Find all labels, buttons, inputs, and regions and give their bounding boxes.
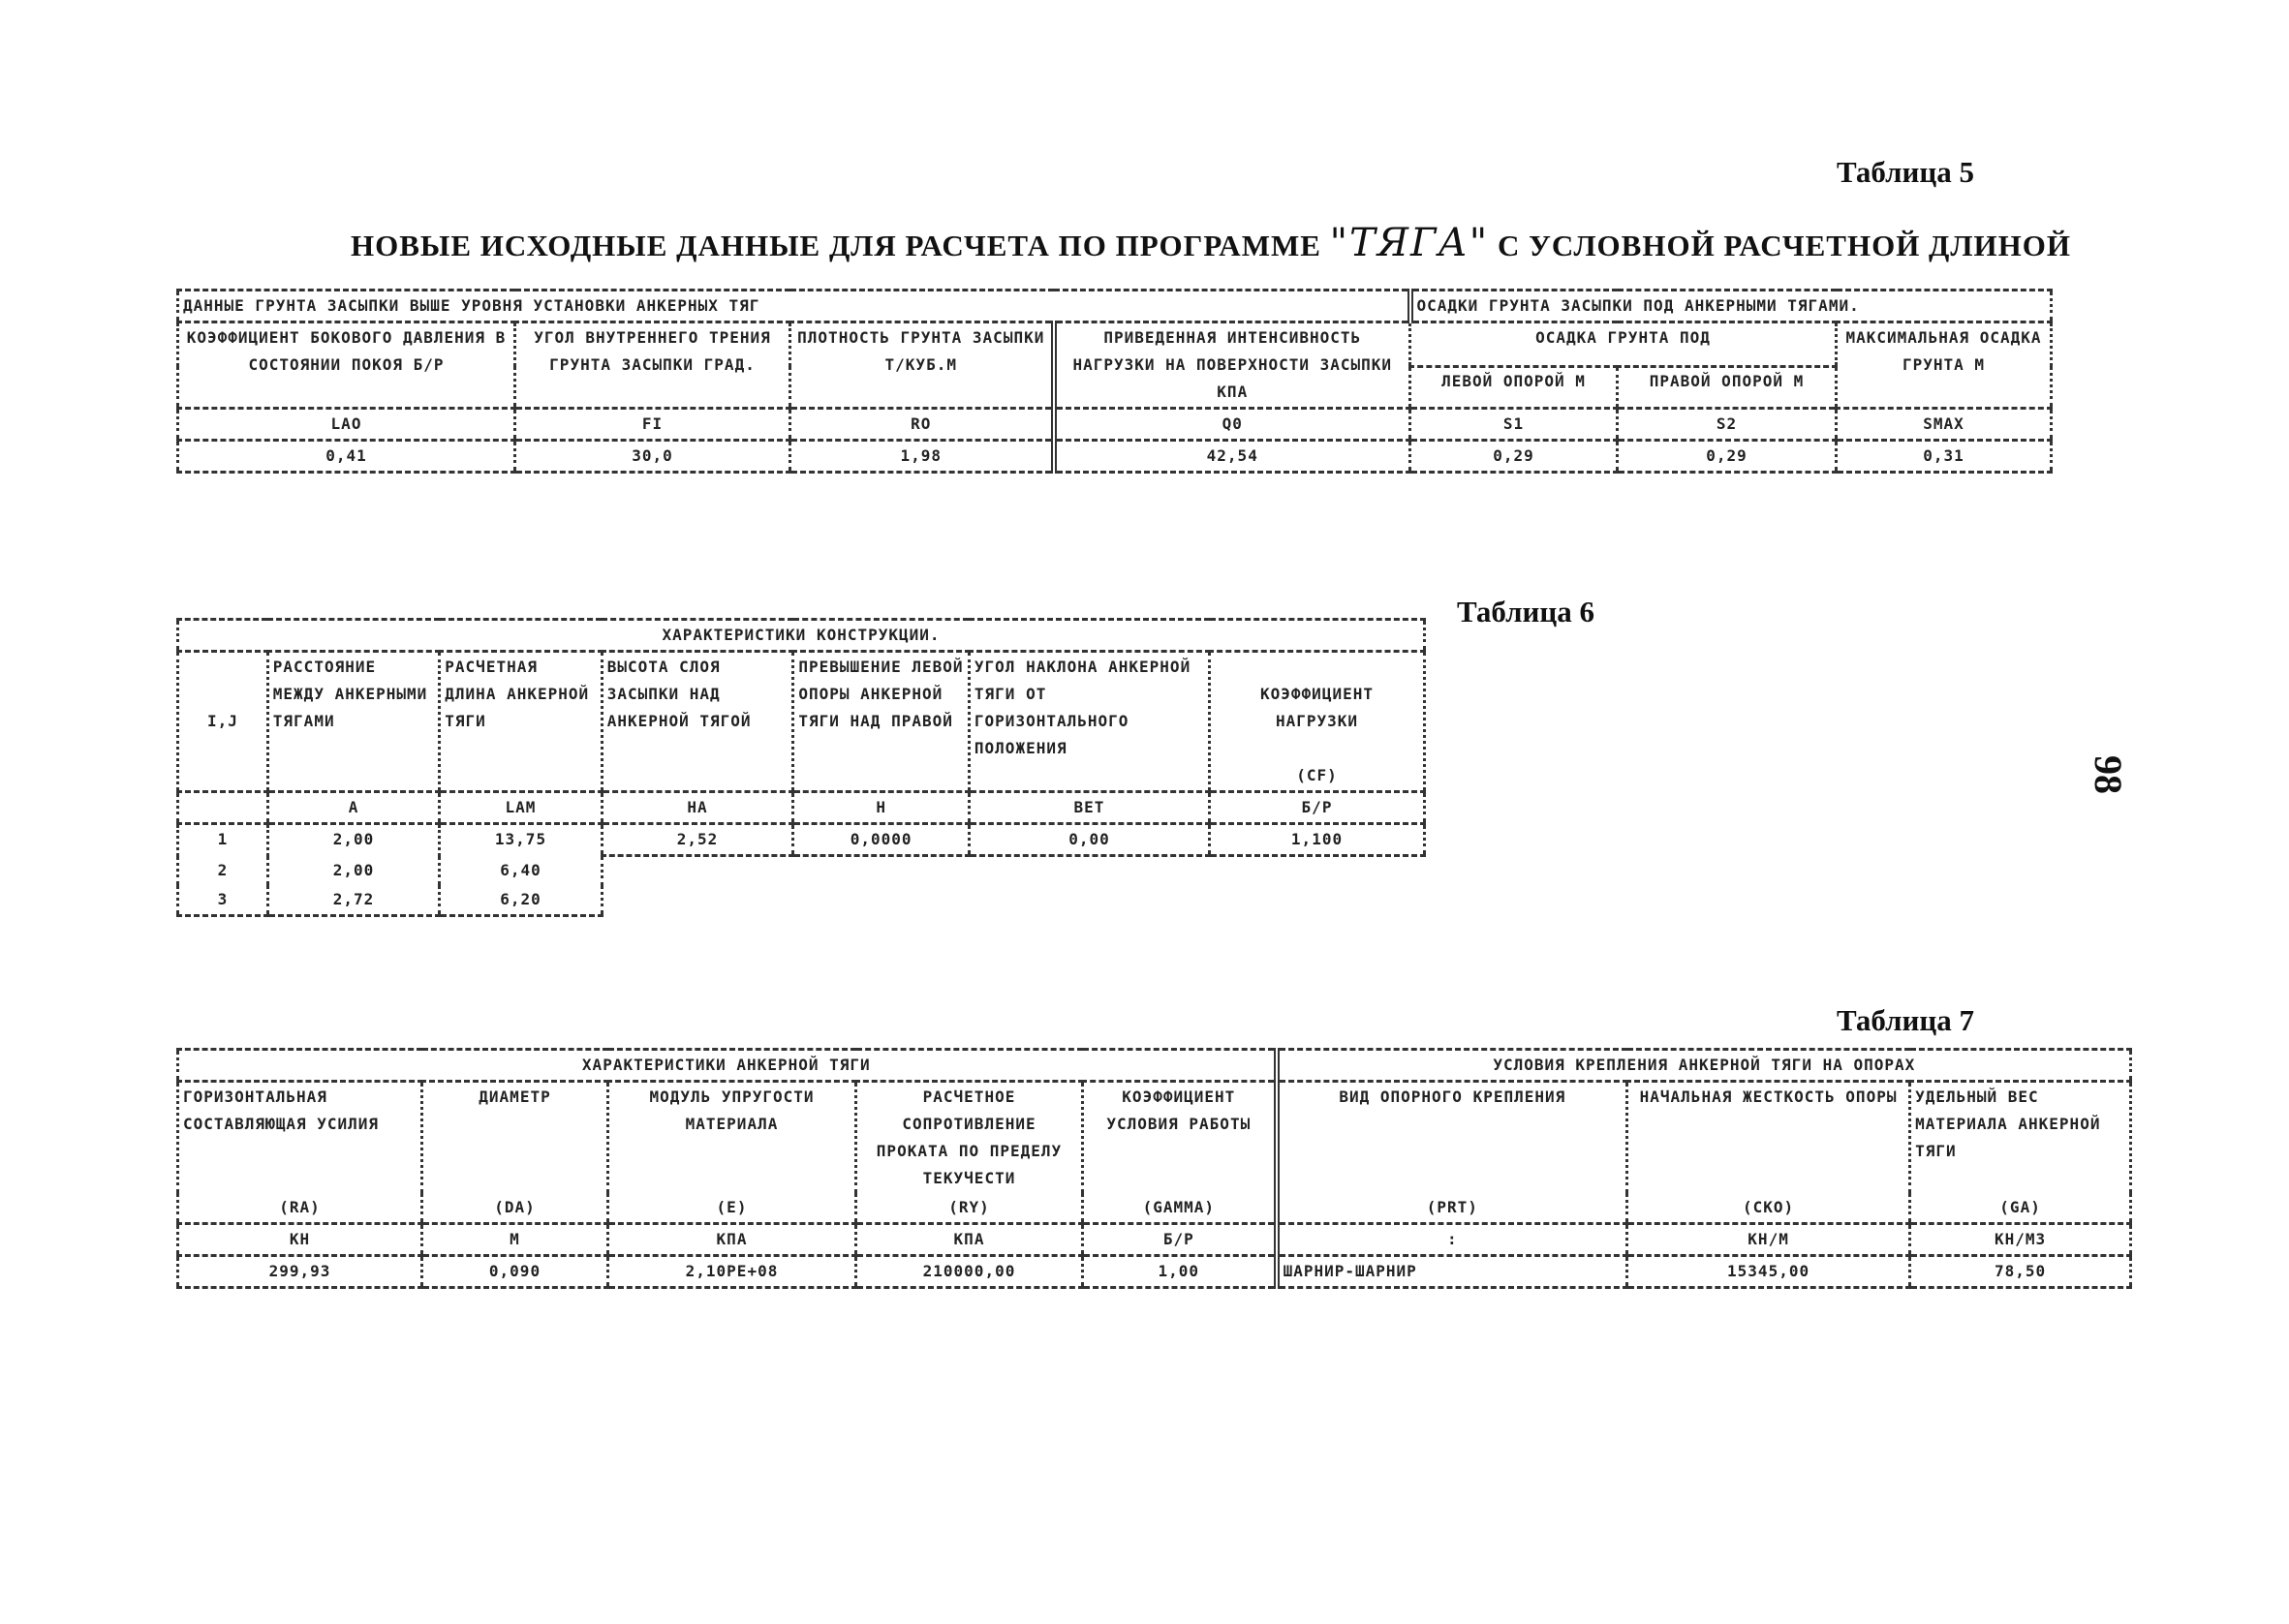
value-smax: 0,31 xyxy=(1837,441,2052,473)
program-name: "ТЯГА" xyxy=(1329,221,1490,265)
table7-code-e: (E) xyxy=(608,1193,856,1224)
table-row xyxy=(178,885,1425,916)
table7-label: Таблица 7 xyxy=(1837,1003,1974,1037)
code-lao: LAO xyxy=(178,409,515,441)
table5-label: Таблица 5 xyxy=(1837,155,1974,189)
table7-header-support-type: ВИД ОПОРНОГО КРЕПЛЕНИЯ xyxy=(1277,1082,1627,1194)
table7-code-prt: (PRT) xyxy=(1277,1193,1627,1224)
code-fi: FI xyxy=(515,409,790,441)
table6-row-a: 2,00 xyxy=(267,856,440,885)
table6-header-index: I,J xyxy=(178,652,268,792)
table6-code-lam: LAM xyxy=(440,792,602,824)
table7-unit-cko: КН/М xyxy=(1627,1224,1910,1256)
table6-code-a: A xyxy=(267,792,440,824)
table7-unit-ry: КПА xyxy=(856,1224,1083,1256)
table6-row-lam: 6,40 xyxy=(440,856,602,885)
table5-title xyxy=(351,221,2071,265)
table7-header-work-coeff: КОЭФФИЦИЕНТ УСЛОВИЯ РАБОТЫ xyxy=(1083,1082,1277,1194)
table6-code-bet: BET xyxy=(969,792,1209,824)
value-s2: 0,29 xyxy=(1618,441,1837,473)
table5-section-left: ДАННЫЕ ГРУНТА ЗАСЫПКИ ВЫШЕ УРОВНЯ УСТАНОВКИ АНКЕРНЫХ ТЯГ xyxy=(178,291,1410,322)
table6-row-lam: 6,20 xyxy=(440,885,602,916)
table6-header-load-coeff xyxy=(1210,652,1425,792)
table5-section-right: ОСАДКИ ГРУНТА ЗАСЫПКИ ПОД АНКЕРНЫМИ ТЯГАМИ. xyxy=(1410,291,2052,322)
value-ro: 1,98 xyxy=(790,441,1054,473)
value-s1: 0,29 xyxy=(1410,441,1618,473)
value-lao: 0,41 xyxy=(178,441,515,473)
table6-value-ha: 2,52 xyxy=(602,824,793,856)
header-settlement-group: ОСАДКА ГРУНТА ПОД xyxy=(1410,322,1837,367)
header-max-settlement: МАКСИМАЛЬНАЯ ОСАДКА ГРУНТА М xyxy=(1837,322,2052,409)
table6-row-lam: 13,75 xyxy=(440,824,602,856)
page-number: 98 xyxy=(2087,755,2130,794)
table7-section-right: УСЛОВИЯ КРЕПЛЕНИЯ АНКЕРНОЙ ТЯГИ НА ОПОРАХ xyxy=(1277,1050,2131,1082)
table6-row-index: 3 xyxy=(178,885,268,916)
header-friction-angle: УГОЛ ВНУТРЕННЕГО ТРЕНИЯ ГРУНТА ЗАСЫПКИ ГРАД. xyxy=(515,322,790,409)
code-ro: RO xyxy=(790,409,1054,441)
table7-code-da: (DA) xyxy=(422,1193,608,1224)
table6-label: Таблица 6 xyxy=(1457,595,1594,628)
table7-code-ra: (RA) xyxy=(178,1193,422,1224)
table6-header-tilt: УГОЛ НАКЛОНА АНКЕРНОЙ ТЯГИ ОТ ГОРИЗОНТАЛЬНОГО ПОЛОЖЕНИЯ xyxy=(969,652,1209,792)
table6-code-ha: HA xyxy=(602,792,793,824)
table6-value-h: 0,0000 xyxy=(793,824,970,856)
table7-value-ga: 78,50 xyxy=(1910,1256,2131,1288)
table7 xyxy=(176,1048,2132,1289)
code-s2: S2 xyxy=(1618,409,1837,441)
table6-header-excess: ПРЕВЫШЕНИЕ ЛЕВОЙ ОПОРЫ АНКЕРНОЙ ТЯГИ НАД ПРАВОЙ xyxy=(793,652,970,792)
value-fi: 30,0 xyxy=(515,441,790,473)
table-row xyxy=(178,856,1425,885)
table7-header-diameter: ДИАМЕТР xyxy=(422,1082,608,1194)
table6-load-coeff-code: (CF) xyxy=(1296,766,1338,784)
table5-title-main: НОВЫЕ ИСХОДНЫЕ ДАННЫЕ ДЛЯ РАСЧЕТА ПО ПРОГРАММЕ xyxy=(351,229,1321,262)
table6-code-h: H xyxy=(793,792,970,824)
table7-unit-prt: : xyxy=(1277,1224,1627,1256)
header-lateral-coeff: КОЭФФИЦИЕНТ БОКОВОГО ДАВЛЕНИЯ В СОСТОЯНИИ ПОКОЯ Б/Р xyxy=(178,322,515,409)
table7-value-cko: 15345,00 xyxy=(1627,1256,1910,1288)
table7-value-e: 2,10РЕ+08 xyxy=(608,1256,856,1288)
header-density: ПЛОТНОСТЬ ГРУНТА ЗАСЫПКИ Т/КУБ.М xyxy=(790,322,1054,409)
table6-load-coeff-label: КОЭФФИЦИЕНТ НАГРУЗКИ xyxy=(1260,685,1374,730)
header-left-support: ЛЕВОЙ ОПОРОЙ М xyxy=(1410,366,1618,408)
table7-unit-ra: КН xyxy=(178,1224,422,1256)
table7-header-resistance: РАСЧЕТНОЕ СОПРОТИВЛЕНИЕ ПРОКАТА ПО ПРЕДЕЛУ ТЕКУЧЕСТИ xyxy=(856,1082,1083,1194)
table6-header-fill-height: ВЫСОТА СЛОЯ ЗАСЫПКИ НАД АНКЕРНОЙ ТЯГОЙ xyxy=(602,652,793,792)
table6-code-cf: Б/Р xyxy=(1210,792,1425,824)
table7-unit-ga: КН/М3 xyxy=(1910,1224,2131,1256)
table7-code-ry: (RY) xyxy=(856,1193,1083,1224)
table7-header-modulus: МОДУЛЬ УПРУГОСТИ МАТЕРИАЛА xyxy=(608,1082,856,1194)
table7-section-left: ХАРАКТЕРИСТИКИ АНКЕРНОЙ ТЯГИ xyxy=(178,1050,1277,1082)
table7-unit-da: М xyxy=(422,1224,608,1256)
table7-header-unit-weight: УДЕЛЬНЫЙ ВЕС МАТЕРИАЛА АНКЕРНОЙ ТЯГИ xyxy=(1910,1082,2131,1194)
table7-unit-e: КПА xyxy=(608,1224,856,1256)
header-load-intensity: ПРИВЕДЕННАЯ ИНТЕНСИВНОСТЬ НАГРУЗКИ НА ПОВЕРХНОСТИ ЗАСЫПКИ КПА xyxy=(1054,322,1410,409)
table-row xyxy=(178,1256,2131,1288)
table7-value-gamma: 1,00 xyxy=(1083,1256,1277,1288)
table5-title-tail: С УСЛОВНОЙ РАСЧЕТНОЙ ДЛИНОЙ xyxy=(1497,229,2071,262)
header-right-support: ПРАВОЙ ОПОРОЙ М xyxy=(1618,366,1837,408)
code-s1: S1 xyxy=(1410,409,1618,441)
table7-code-cko: (CKO) xyxy=(1627,1193,1910,1224)
table6-row-index: 2 xyxy=(178,856,268,885)
table5 xyxy=(176,289,2053,474)
table6-header-spacing: РАССТОЯНИЕ МЕЖДУ АНКЕРНЫМИ ТЯГАМИ xyxy=(267,652,440,792)
table6-row-index: 1 xyxy=(178,824,268,856)
table7-header-force: ГОРИЗОНТАЛЬНАЯ СОСТАВЛЯЮЩАЯ УСИЛИЯ xyxy=(178,1082,422,1194)
table6-row-a: 2,00 xyxy=(267,824,440,856)
table7-header-stiffness: НАЧАЛЬНАЯ ЖЕСТКОСТЬ ОПОРЫ xyxy=(1627,1082,1910,1194)
table7-unit-gamma: Б/Р xyxy=(1083,1224,1277,1256)
table-row xyxy=(178,824,1425,856)
table7-value-ry: 210000,00 xyxy=(856,1256,1083,1288)
value-q0: 42,54 xyxy=(1054,441,1410,473)
table7-value-ra: 299,93 xyxy=(178,1256,422,1288)
table6-header-length: РАСЧЕТНАЯ ДЛИНА АНКЕРНОЙ ТЯГИ xyxy=(440,652,602,792)
table7-value-da: 0,090 xyxy=(422,1256,608,1288)
table6 xyxy=(176,618,1426,917)
code-q0: Q0 xyxy=(1054,409,1410,441)
table6-value-cf: 1,100 xyxy=(1210,824,1425,856)
table7-code-gamma: (GAMMA) xyxy=(1083,1193,1277,1224)
table6-value-bet: 0,00 xyxy=(969,824,1209,856)
code-smax: SMAX xyxy=(1837,409,2052,441)
table6-row-a: 2,72 xyxy=(267,885,440,916)
table7-code-ga: (GA) xyxy=(1910,1193,2131,1224)
table7-value-prt: ШАРНИР-ШАРНИР xyxy=(1277,1256,1627,1288)
table6-title: ХАРАКТЕРИСТИКИ КОНСТРУКЦИИ. xyxy=(178,620,1425,652)
